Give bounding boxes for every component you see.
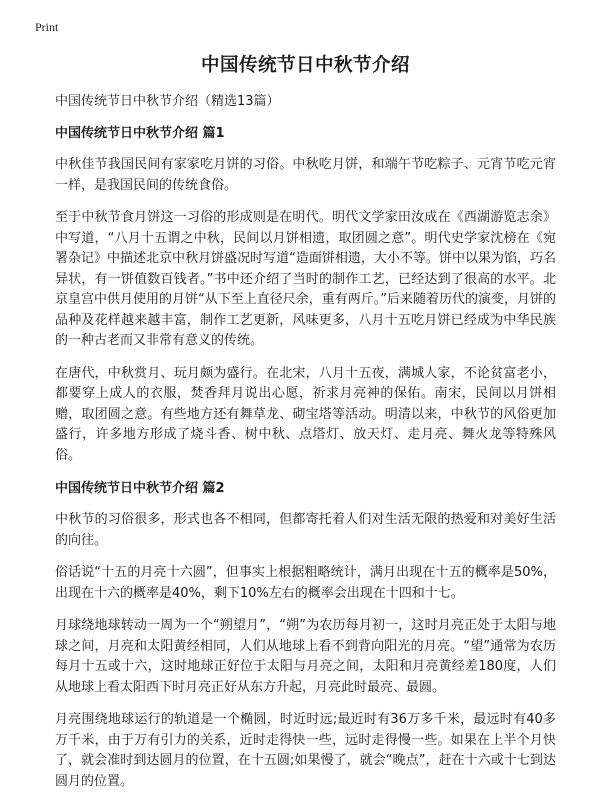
paragraph: 中秋佳节我国民间有家家吃月饼的习俗。中秋吃月饼，和端午节吃粽子、元宵节吃元宵一样，是我国民间的传统食俗。 <box>55 157 556 193</box>
section-heading: 中国传统节日中秋节介绍 篇2 <box>55 481 225 496</box>
paragraph: 至于中秋节食月饼这一习俗的形成则是在明代。明代文学家田汝成在《西湖游览志余》中写道，“八月十五谓之中秋，民间以月饼相遗，取团圆之意”。明代史学家沈榜在《宛署杂记》中描述北京中秋月饼盛况时写道“造面饼相遗，大小不等。饼中以果为馅，巧名异状，有一饼值数百钱者。”书中还介绍了当时的制作工艺，已经达到了很高的水平。北京皇宫中供月使用的月饼“从下至上直径尺余，重有两斤。”后来随着历代的演变，月饼的品种及花样越来越丰富，制作工艺更新，风味更多，八月十五吃月饼已经成为中华民族的一种古老而又非常有意义的传统。 <box>55 210 556 348</box>
section-heading: 中国传统节日中秋节介绍 篇1 <box>55 126 225 141</box>
paragraph: 中秋节的习俗很多，形式也各不相同，但都寄托着人们对生活无限的热爱和对美好生活的向往。 <box>55 512 556 548</box>
document-subtitle: 中国传统节日中秋节介绍（精选13篇） <box>55 94 280 109</box>
section-2 <box>55 480 556 792</box>
paragraph: 月球绕地球转动一周为一个“朔望月”，“朔”为农历每月初一，这时月亮正处于太阳与地球之间，月亮和太阳黄经相同，人们从地球上看不到背向阳光的月亮。“望”通常为农历每月十五或十六，这时地球正好位于太阳与月亮之间，太阳和月亮黄经差180度，人们从地球上看太阳西下时月亮正好从东方升起，月亮此时最亮、最圆。 <box>55 618 556 695</box>
page-title: 中国传统节日中秋节介绍 <box>200 55 410 76</box>
section-1 <box>55 125 556 466</box>
paragraph: 在唐代，中秋赏月、玩月颇为盛行。在北宋，八月十五夜，满城人家，不论贫富老小，都要穿上成人的衣服，焚香拜月说出心愿，祈求月亮神的保佑。南宋，民间以月饼相赠，取团圆之意。有些地方还有舞草龙、砌宝塔等活动。明清以来，中秋节的风俗更加盛行，许多地方形成了烧斗香、树中秋、点塔灯、放天灯、走月亮、舞火龙等特殊风俗。 <box>55 365 556 463</box>
paragraph: 俗话说“十五的月亮十六圆”，但事实上根据粗略统计，满月出现在十五的概率是50%，出现在十六的概率是40%，剩下10%左右的概率会出现在十四和十七。 <box>55 565 556 601</box>
print-link[interactable]: Print <box>35 20 59 34</box>
paragraph: 月亮围绕地球运行的轨道是一个椭圆，时近时远;最近时有36万多千米，最远时有40多万千米，由于万有引力的关系，近时走得快一些，远时走得慢一些。如果在上半个月快了，就会准时到达圆月的位置，在十五圆;如果慢了，就会“晚点”，赶在十六或十七到达圆月的位置。 <box>55 712 556 789</box>
